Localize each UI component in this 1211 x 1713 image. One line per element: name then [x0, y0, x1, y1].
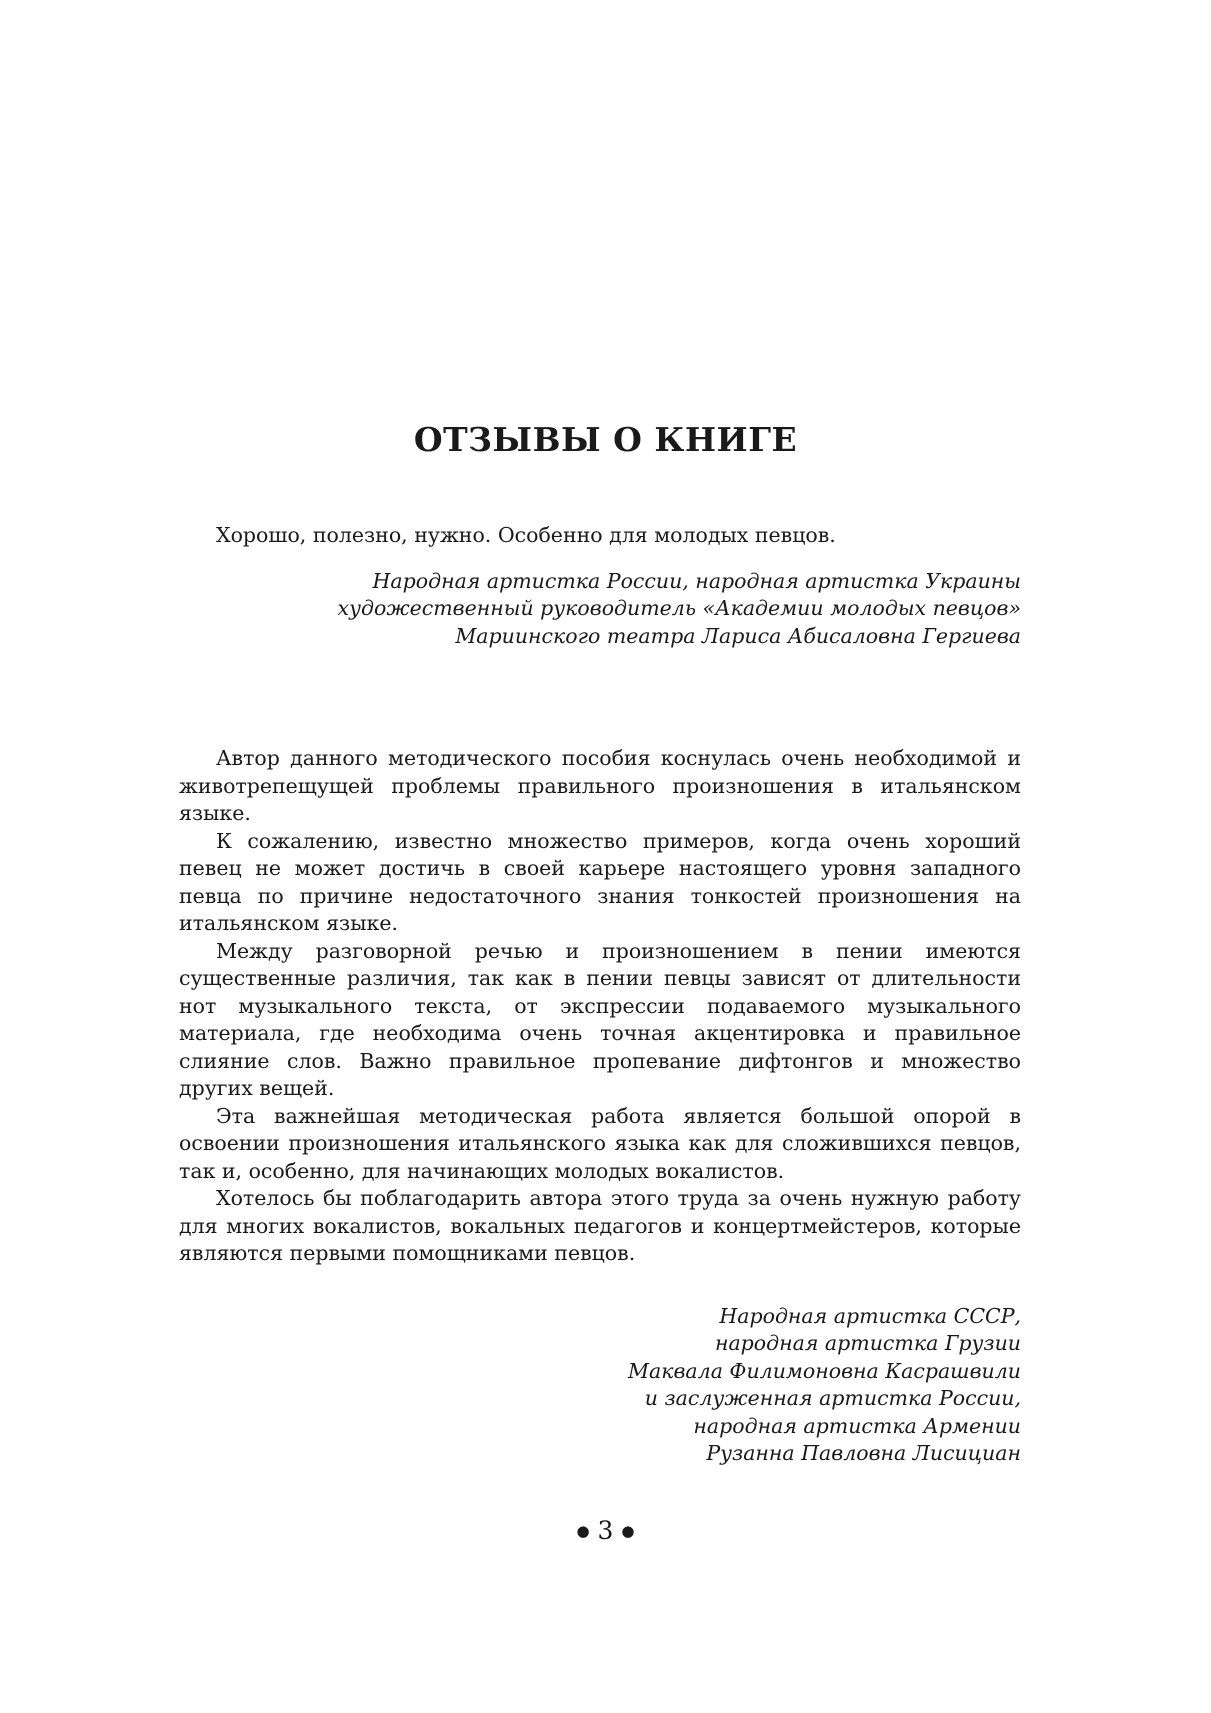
review-2-paragraph: К сожалению, известно множество примеров, когда очень хороший певец не может достичь в своей карьере настоящего уровня западного певца по причине недостаточного знания тонкостей произношения на итальянском языке. [179, 828, 1021, 935]
signature-line: и заслуженная артистка России, [644, 1386, 1021, 1410]
review-1-text: Хорошо, полезно, нужно. Особенно для молодых певцов. [216, 523, 836, 547]
review-2-paragraph: Между разговорной речью и произношением в пении имеются существенные различия, так как в пении певцы зависят от длительности нот музыкального текста, от экспрессии подаваемого музыкального материала, где необходима очень точная акцентировка и правильное слияние слов. Важно правильное пропевание дифтонгов и множество других вещей. [179, 938, 1021, 1100]
signature-line: народная артистка Армении [693, 1413, 1021, 1438]
review-2-paragraph: Хотелось бы поблагодарить автора этого труда за очень нужную работу для многих вокалистов, вокальных педагогов и концертмейстеров, которые являются первыми помощниками певцов. [179, 1186, 1021, 1265]
review-2-signature [179, 1303, 1021, 1468]
page-number-value: 3 [597, 1516, 614, 1545]
bullet-icon: ● [576, 1521, 590, 1540]
signature-line: народная артистка Грузии [714, 1331, 1021, 1355]
review-2 [179, 745, 1021, 1468]
page-number [0, 1516, 1211, 1545]
review-1-signature [179, 568, 1021, 651]
signature-line: художественный руководитель «Академии молодых певцов» [337, 596, 1021, 620]
signature-line: Рузанна Павловна Лисициан [706, 1441, 1021, 1465]
signature-line: Народная артистка России, народная артистка Украины [372, 568, 1021, 593]
review-1 [179, 522, 1021, 650]
signature-line: Маквала Филимоновна Касрашвили [628, 1358, 1021, 1383]
review-2-paragraph: Эта важнейшая методическая работа является большой опорой в освоении произношения итальянского языка как для сложившихся певцов, так и, особенно, для начинающих молодых вокалистов. [179, 1103, 1021, 1183]
page-title: ОТЗЫВЫ О КНИГЕ [413, 420, 798, 459]
bullet-icon: ● [621, 1521, 635, 1540]
signature-line: Народная артистка СССР, [719, 1303, 1021, 1328]
review-2-paragraph: Автор данного методического пособия коснулась очень необходимой и животрепещущей проблемы правильного произношения в итальянском языке. [179, 746, 1021, 825]
signature-line: Мариинского театра Лариса Абисаловна Гергиева [455, 623, 1021, 648]
